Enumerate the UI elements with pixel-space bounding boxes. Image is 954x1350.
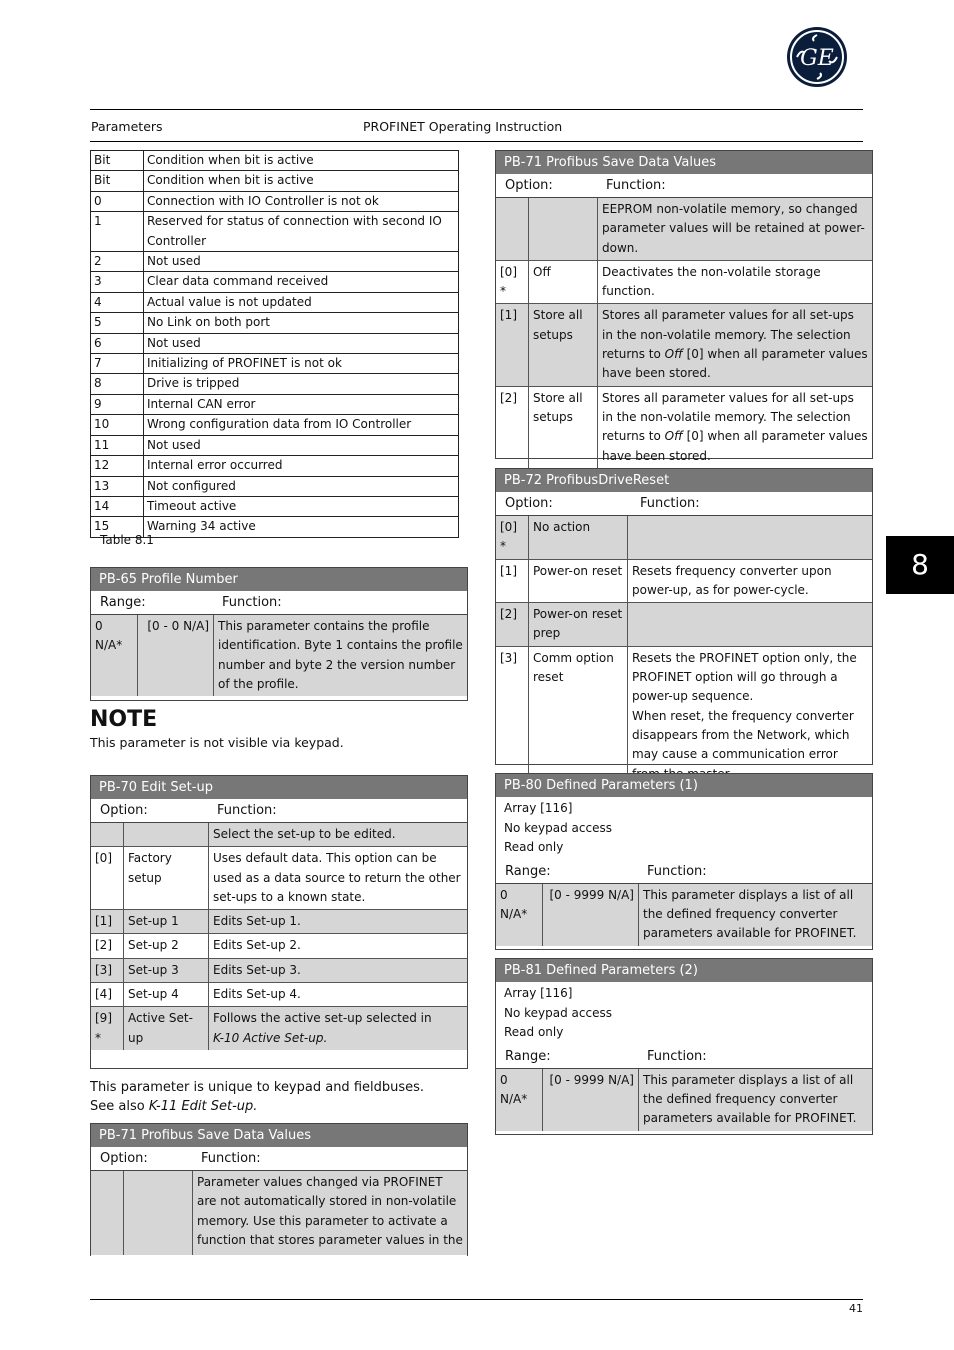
- table-row: 6 Not used: [91, 333, 459, 353]
- table-row: [0] * Off Deactivates the non-volatile storage function.: [496, 260, 872, 304]
- svg-text:GE: GE: [800, 46, 834, 71]
- table-row: [9] * Active Set-up Follows the active set-up selected in K-10 Active Set-up.: [91, 1007, 467, 1050]
- pb72-box: [495, 468, 873, 765]
- pb70-paragraph: This parameter is unique to keypad and fieldbuses. See also K-11 Edit Set-up.: [90, 1080, 425, 1114]
- table-row: 9 Internal CAN error: [91, 394, 459, 414]
- function-text: This parameter displays a list of all the defined frequency converter parameters available for PROFINET.: [639, 1069, 873, 1131]
- pb70-title: PB-70 Edit Set-up: [91, 776, 467, 799]
- pb70-table: [91, 823, 467, 1050]
- table-row: 15 Warning 34 active: [91, 517, 459, 537]
- chapter-tab: 8: [886, 536, 954, 594]
- pb71-right-box: [495, 150, 873, 463]
- table-row: Parameter values changed via PROFINET are not automatically stored in non-volatile memory. Use this parameter to activate a function that stores parameter values in the: [91, 1171, 467, 1255]
- table-row: 7 Initializing of PROFINET is not ok: [91, 354, 459, 374]
- table-row: [2] Store all setups Stores all parameter values for all set-ups in the non-volatile memory. The selection returns to Off [0] when all parameter values have been stored.: [496, 386, 872, 468]
- option-label: Option:: [505, 178, 553, 193]
- page-number: 41: [849, 1302, 863, 1315]
- pb70-box: [90, 775, 468, 1069]
- table-row: EEPROM non-volatile memory, so changed parameter values will be retained at power-down.: [496, 198, 872, 260]
- default-value: 0 N/A*: [496, 1069, 543, 1131]
- table-row: [2] Power-on reset prep: [496, 603, 872, 647]
- table-row: [496, 884, 872, 946]
- pb71-head: [496, 174, 872, 198]
- range-value: [0 - 9999 N/A]: [543, 1069, 639, 1131]
- table-row: Select the set-up to be edited.: [91, 823, 467, 847]
- table-row: [0] * No action: [496, 516, 872, 559]
- option-label: Option:: [100, 803, 148, 818]
- function-label: Function:: [217, 803, 277, 818]
- note-text: This parameter is not visible via keypad.: [90, 735, 344, 750]
- range-value: [0 - 9999 N/A]: [543, 884, 639, 946]
- pb72-title: PB-72 ProfibusDriveReset: [496, 469, 872, 492]
- default-value: 0 N/A*: [91, 615, 138, 696]
- table-row: [1] Store all setups Stores all parameter values for all set-ups in the non-volatile memory. The selection returns to Off [0] when all parameter values have been stored.: [496, 304, 872, 386]
- pb81-box: [495, 958, 873, 1135]
- pb71-head: [91, 1147, 467, 1171]
- table-row: [496, 1069, 872, 1131]
- header-rule-bottom: [90, 141, 863, 142]
- pb80-info: Array [116] No keypad access Read only: [504, 801, 612, 854]
- header-doc-title: PROFINET Operating Instruction: [363, 119, 563, 134]
- table-row: [2] Set-up 2 Edits Set-up 2.: [91, 934, 467, 958]
- pb71-left-table: [91, 1171, 467, 1255]
- bit-header: Bit: [91, 151, 144, 171]
- range-label: Range:: [100, 595, 146, 610]
- pb81-info: Array [116] No keypad access Read only: [504, 986, 612, 1039]
- table-row: [3] Set-up 3 Edits Set-up 3.: [91, 958, 467, 982]
- pb81-head: [496, 1045, 872, 1069]
- table-row: 2 Not used: [91, 252, 459, 272]
- table-row: 13 Not configured: [91, 476, 459, 496]
- table-row: [1] Power-on reset Resets frequency converter upon power-up, as for power-cycle.: [496, 559, 872, 603]
- table-row: 4 Actual value is not updated: [91, 292, 459, 312]
- bit-table: [90, 150, 459, 538]
- option-label: Option:: [505, 496, 553, 511]
- function-label: Function:: [640, 496, 700, 511]
- function-label: Function:: [647, 863, 707, 879]
- pb80-head: [496, 860, 872, 884]
- ge-logo: [786, 26, 848, 88]
- table-row: 3 Clear data command received: [91, 272, 459, 292]
- header-rule-top: [90, 109, 863, 110]
- table-row: Bit Condition when bit is active: [91, 171, 459, 191]
- option-label: Option:: [100, 1151, 148, 1166]
- note-title: NOTE: [90, 707, 158, 732]
- pb72-table: [496, 516, 872, 786]
- table-row: [91, 615, 467, 696]
- range-value: [0 - 0 N/A]: [138, 615, 214, 696]
- table-row: [3] Comm option reset Resets the PROFINET option only, the PROFINET option will go through a power-up sequence. When reset, the frequency converter disappears from the Network, which may cause a communication error: [496, 646, 872, 786]
- table-row: 0 Connection with IO Controller is not ok: [91, 191, 459, 211]
- footer-rule: [90, 1299, 863, 1300]
- table-caption: Table 8.1: [100, 533, 154, 547]
- pb80-title: PB-80 Defined Parameters (1): [496, 774, 872, 797]
- table-row: 1 Reserved for status of connection with second IO Controller: [91, 212, 459, 252]
- function-text: This parameter contains the profile identification. Byte 1 contains the profile number and byte 2 the version number of the profile.: [214, 615, 468, 696]
- pb81-title: PB-81 Defined Parameters (2): [496, 959, 872, 982]
- pb70-head: [91, 799, 467, 823]
- pb72-head: [496, 492, 872, 516]
- table-row: [4] Set-up 4 Edits Set-up 4.: [91, 983, 467, 1007]
- pb65-table: [91, 615, 467, 696]
- table-row: 14 Timeout active: [91, 496, 459, 516]
- header-section: Parameters: [91, 119, 163, 134]
- table-row: 8 Drive is tripped: [91, 374, 459, 394]
- default-value: 0 N/A*: [496, 884, 543, 946]
- pb65-box: [90, 567, 468, 701]
- pb80-table: [496, 884, 872, 946]
- condition-header: Condition when bit is active: [144, 151, 459, 171]
- function-label: Function:: [606, 178, 666, 193]
- function-label: Function:: [222, 595, 282, 610]
- pb80-box: [495, 773, 873, 950]
- pb71-title: PB-71 Profibus Save Data Values: [496, 151, 872, 174]
- function-label: Function:: [647, 1048, 707, 1064]
- table-row: 5 No Link on both port: [91, 313, 459, 333]
- pb71-right-table: [496, 198, 872, 468]
- table-row: 12 Internal error occurred: [91, 456, 459, 476]
- table-row: [1] Set-up 1 Edits Set-up 1.: [91, 910, 467, 934]
- pb81-table: [496, 1069, 872, 1131]
- table-row: 11 Not used: [91, 435, 459, 455]
- function-label: Function:: [201, 1151, 261, 1166]
- pb65-title: PB-65 Profile Number: [91, 568, 467, 591]
- table-row: 10 Wrong configuration data from IO Controller: [91, 415, 459, 435]
- table-row: [0] Factory setup Uses default data. This option can be used as a data source to return the other set-ups to a known state.: [91, 847, 467, 910]
- pb71-title: PB-71 Profibus Save Data Values: [91, 1124, 467, 1147]
- range-label: Range:: [505, 863, 551, 879]
- function-text: This parameter displays a list of all the defined frequency converter parameters available for PROFINET.: [639, 884, 873, 946]
- pb71-left-box: [90, 1123, 468, 1256]
- pb65-head: [91, 591, 467, 615]
- range-label: Range:: [505, 1048, 551, 1064]
